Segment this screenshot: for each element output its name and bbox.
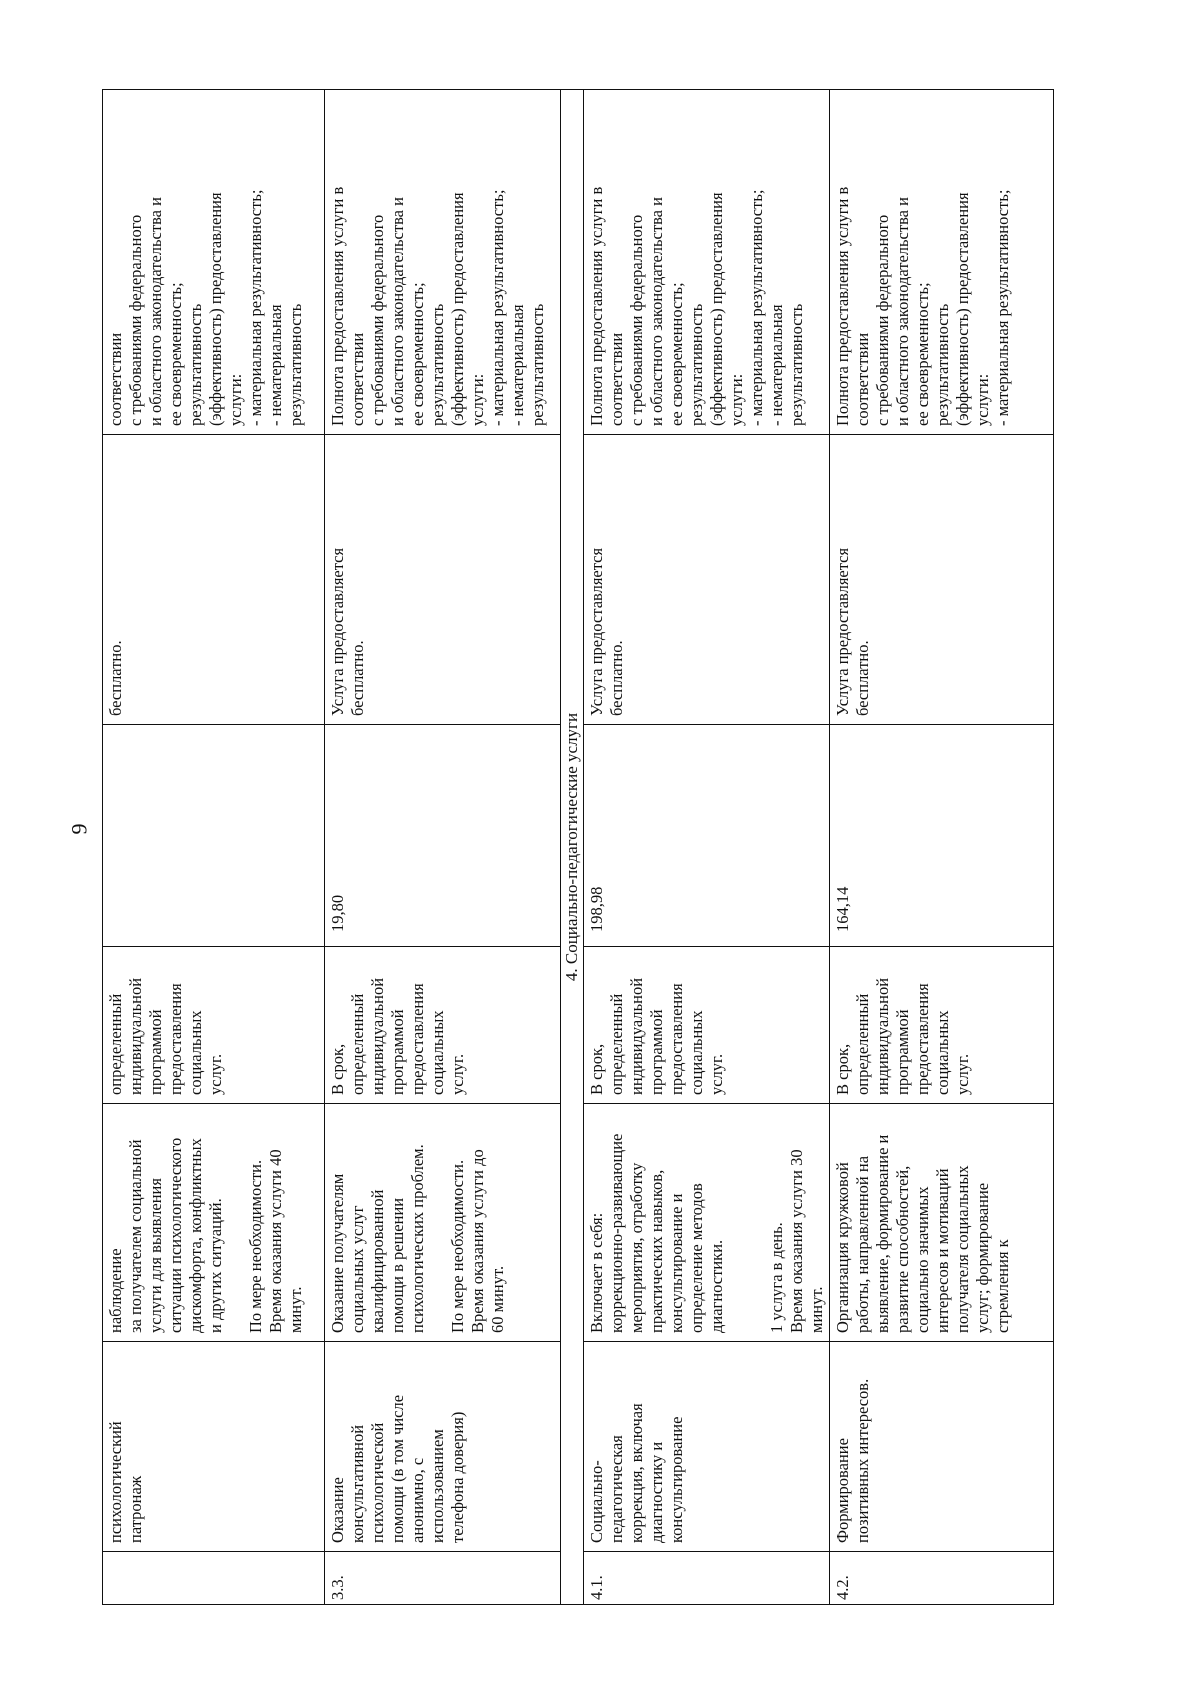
service-term: В срок, определенный индивидуальной программой предоставления социальных услуг. — [325, 947, 561, 1104]
rotated-page — [102, 90, 1087, 1605]
service-description: Включает в себя: коррекционно-развивающие мероприятия, отработку практических навыков, консультирование и определение методов диагностики. 1 услуга в день. Время оказания услуги 30 минут. — [584, 1104, 830, 1342]
section-header-row — [561, 90, 584, 1605]
service-name: психологический патронаж — [103, 1342, 325, 1552]
row-number: 4.2. — [830, 1552, 1054, 1605]
table-row — [584, 90, 830, 1605]
service-term: В срок, определенный индивидуальной программой предоставления социальных услуг. — [584, 947, 830, 1104]
page-number: 9 — [66, 823, 92, 835]
table-row — [830, 90, 1054, 1605]
service-tariff: 164,14 — [830, 725, 1054, 947]
table-row — [325, 90, 561, 1605]
table-row — [103, 90, 325, 1605]
service-indicators: соответствии с требованиями федерального и областного законодательства и ее своевременность; результативность (эффективность) предоставления услуги: - материальная результативность; - нематериальная результативность — [103, 90, 325, 435]
service-conditions: Услуга предоставляется бесплатно. — [584, 435, 830, 725]
service-indicators: Полнота предоставления услуги в соответствии с требованиями федерального и областного законодательства и ее своевременность; результативность (эффективность) предоставления услуги: - материальная результативность; — [830, 90, 1054, 435]
service-conditions: Услуга предоставляется бесплатно. — [325, 435, 561, 725]
service-indicators: Полнота предоставления услуги в соответствии с требованиями федерального и областного законодательства и ее своевременность; результативность (эффективность) предоставления услуги: - материальная результативность; - нематериальная результативность — [584, 90, 830, 435]
service-tariff — [103, 725, 325, 947]
row-number: 4.1. — [584, 1552, 830, 1605]
row-number: 3.3. — [325, 1552, 561, 1605]
service-tariff: 19,80 — [325, 725, 561, 947]
service-term: определенный индивидуальной программой предоставления социальных услуг. — [103, 947, 325, 1104]
service-description: наблюдение за получателем социальной услуги для выявления ситуации психологического дискомфорта, конфликтных и других ситуаций. По мере необходимости. Время оказания услуги 40 минут. — [103, 1104, 325, 1342]
service-conditions: Услуга предоставляется бесплатно. — [830, 435, 1054, 725]
service-conditions: бесплатно. — [103, 435, 325, 725]
row-number — [103, 1552, 325, 1605]
services-table — [102, 89, 1054, 1605]
service-name: Социально- педагогическая коррекция, включая диагностику и консультирование — [584, 1342, 830, 1552]
service-indicators: Полнота предоставления услуги в соответствии с требованиями федерального и областного законодательства и ее своевременность; результативность (эффективность) предоставления услуги: - материальная результативность; - нематериальная результативность — [325, 90, 561, 435]
service-description: Организация кружковой работы, направленной на выявление, формирование и развитие способностей, социально значимых интересов и мотиваций получателя социальных услуг; формирование стремления к — [830, 1104, 1054, 1342]
service-description: Оказание получателям социальных услуг квалифицированной помощи в решении психологических проблем. По мере необходимости. Время оказания услуги до 60 минут. — [325, 1104, 561, 1342]
service-term: В срок, определенный индивидуальной программой предоставления социальных услуг. — [830, 947, 1054, 1104]
service-tariff: 198,98 — [584, 725, 830, 947]
service-name: Оказание консультативной психологической помощи (в том числе анонимно, с использованием телефона доверия) — [325, 1342, 561, 1552]
service-name: Формирование позитивных интересов. — [830, 1342, 1054, 1552]
section-title: 4. Социально-педагогические услуги — [561, 90, 584, 1605]
